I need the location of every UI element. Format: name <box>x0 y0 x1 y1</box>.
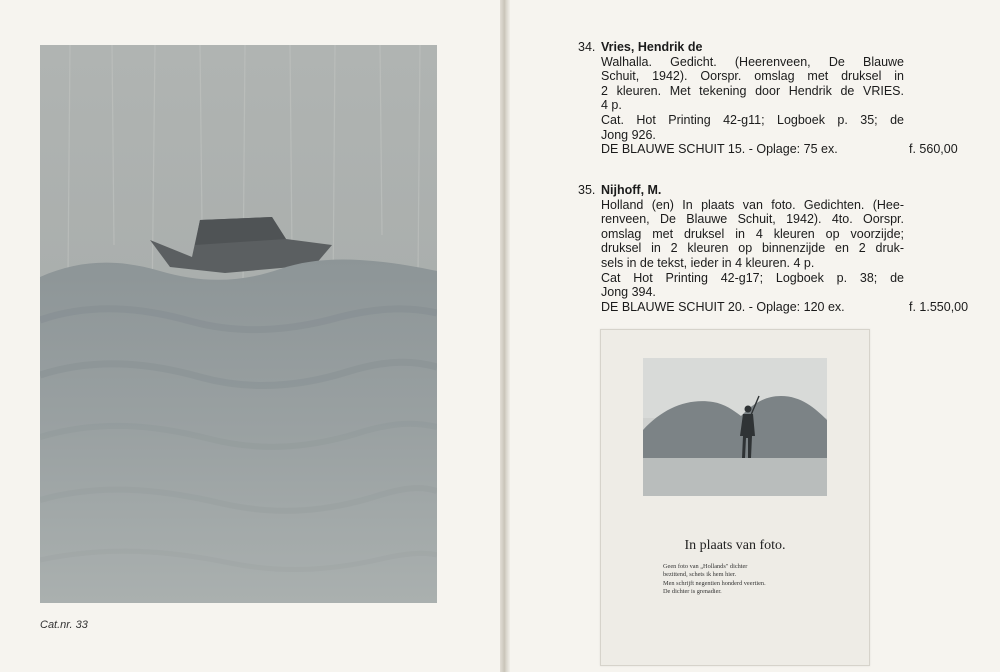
catalog-caption: Cat.nr. 33 <box>40 619 88 631</box>
entry-line: sels in de tekst, ieder in 4 kleuren. 4 p. <box>601 255 815 270</box>
entry-number: 35. <box>578 183 596 197</box>
entry-line: Walhalla. Gedicht. (Heerenveen, De Blauwe <box>601 54 904 69</box>
entry-number: 34. <box>578 40 596 54</box>
entry-line: Jong 926. <box>601 127 656 142</box>
book-gutter <box>500 0 510 672</box>
soldier-landscape-print <box>643 358 827 496</box>
entry-line: druksel in 2 kleuren op binnenzijde en 2 druk- <box>601 241 904 256</box>
entry-line: 2 kleuren. Met tekening door Hendrik de VRIES. <box>601 83 904 98</box>
entry-line: Holland (en) In plaats van foto. Gedichten. (Hee- <box>601 197 904 212</box>
entry-author: Vries, Hendrik de <box>601 40 703 54</box>
entry-line: Cat Hot Printing 42-g17; Logboek p. 38; de <box>601 270 904 285</box>
entry-line: omslag met druksel in 4 kleuren op voorzijde; <box>601 226 904 241</box>
reproduction-title: In plaats van foto. <box>684 538 786 553</box>
entry-line: Schuit, 1942). Oorspr. omslag met druksel in <box>601 69 904 84</box>
reproduction-poem <box>663 563 766 596</box>
entry-line: Cat. Hot Printing 42-g11; Logboek p. 35; de <box>601 112 904 127</box>
entry-author: Nijhoff, M. <box>601 183 662 197</box>
poem-line: Geen foto van „Hollands" dichter <box>663 563 748 570</box>
boat-on-waves-print <box>40 45 437 603</box>
entry-line: renveen, De Blauwe Schuit, 1942). 4to. Oorspr. <box>601 212 904 227</box>
reproduction-in-plaats-van-foto <box>600 329 870 666</box>
poem-line: Men schrijft negentien honderd veertien. <box>663 579 766 587</box>
entry-price: f. 1.550,00 <box>909 300 969 314</box>
entry-series-edition: DE BLAUWE SCHUIT 20. - Oplage: 120 ex. <box>601 299 845 314</box>
entry-series-edition: DE BLAUWE SCHUIT 15. - Oplage: 75 ex. <box>601 142 838 157</box>
poem-line: De dichter is grenadier. <box>663 587 722 595</box>
entry-price: f. 560,00 <box>909 142 958 156</box>
entry-line: Jong 394. <box>601 285 656 300</box>
entry-line: 4 p. <box>601 98 622 113</box>
poem-line: bezittend, schets ik hem hier. <box>663 571 737 579</box>
